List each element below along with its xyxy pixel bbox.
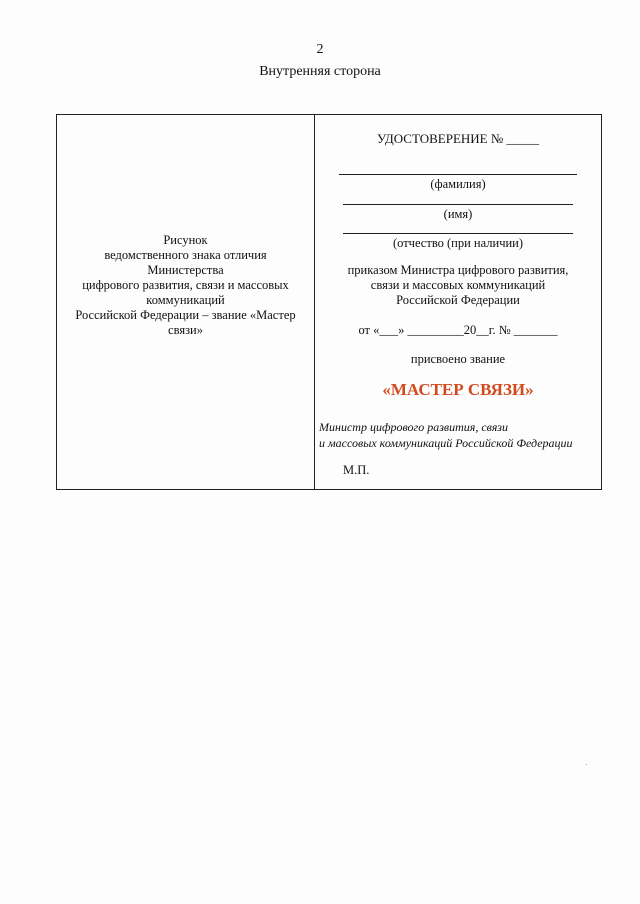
order-line: приказом Министра цифрового развития,: [347, 263, 569, 277]
rank-title: «МАСТЕР СВЯЗИ»: [382, 380, 534, 399]
section-title: Внутренняя сторона: [259, 64, 381, 79]
left-panel-line: Российской Федерации – звание «Мастер: [75, 308, 296, 322]
left-panel-line: коммуникаций: [146, 293, 225, 307]
patronymic-label: (отчество (при наличии): [392, 236, 524, 250]
order-date: от «___» _________20__г. № _______: [358, 323, 558, 337]
left-panel-badge-placeholder: [57, 233, 314, 338]
assigned-label: присвоено звание: [410, 352, 506, 366]
certificate-spread: [56, 114, 602, 490]
certificate-title: УДОСТОВЕРЕНИЕ № _____: [376, 131, 540, 146]
left-panel-line: цифрового развития, связи и массовых: [82, 278, 289, 292]
surname-label: (фамилия): [430, 177, 486, 191]
order-text: [315, 263, 601, 308]
right-panel-certificate: [315, 115, 601, 489]
name-line: [343, 204, 573, 205]
scan-speck: [586, 764, 587, 765]
name-label: (имя): [443, 207, 473, 221]
minister-line: и массовых коммуникаций Российской Федерации: [319, 436, 573, 450]
minister-signature-block: [319, 419, 601, 451]
left-panel-line: Министерства: [147, 263, 224, 277]
minister-line: Министр цифрового развития, связи: [319, 420, 508, 434]
left-panel-line: связи»: [168, 323, 203, 337]
left-panel-line: ведомственного знака отличия: [104, 248, 267, 262]
surname-line: [339, 174, 577, 175]
order-line: Российской Федерации: [396, 293, 520, 307]
stamp-placeholder: М.П.: [343, 463, 370, 477]
left-panel-line: Рисунок: [163, 233, 208, 247]
page-number: 2: [316, 42, 324, 57]
order-line: связи и массовых коммуникаций: [370, 278, 546, 292]
patronymic-line: [343, 233, 573, 234]
